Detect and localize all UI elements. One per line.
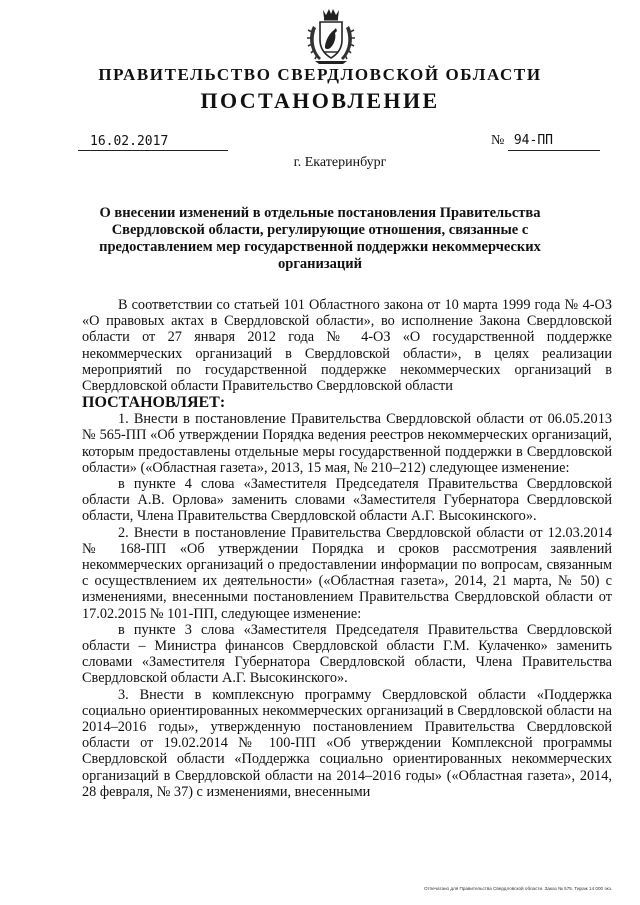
number-label: № (491, 133, 505, 148)
item-2-change-paragraph: в пункте 3 слова «Заместителя Председателя Правительства Свердловской области – Министра финансов Свердловской области Г.М. Кулаченко» заменить словами «Заместителя Губернатора Свердловской области, Члена Правительства Свердловской области А.Г. Высокинского». (82, 621, 612, 687)
print-footer: Отпечатано для Правительства Свердловской области. Заказ № 575. Тираж 14 000 экз. (424, 886, 613, 891)
government-heading: ПРАВИТЕЛЬСТВО СВЕРДЛОВСКОЙ ОБЛАСТИ (98, 65, 542, 84)
coat-of-arms-icon (305, 6, 357, 66)
item-3-paragraph: 3. Внести в комплексную программу Свердловской области «Поддержка социально ориентированных некоммерческих организаций в Свердловской области на 2014–2016 годы», утвержденную постановлением Правительства Свердловской области от 19.02.2014 № 100-ПП «Об утверждении Комплексной программы Свердловской области «Поддержка социально ориентированных некоммерческих организаций в Свердловской области на 2014–2016 годы» («Областная газета», 2014, 28 февраля, № 37) с изменениями, внесенными (82, 686, 612, 800)
item-1-paragraph: 1. Внести в постановление Правительства Свердловской области от 06.05.2013 № 565-ПП «Об утверждении Порядка ведения реестров некоммерческих организаций, которым предоставлены отдельные меры государственной поддержки в Свердловской области» («Областная газета», 2013, 15 мая, № 210–212) следующее изменение: (82, 411, 612, 476)
document-number (491, 132, 613, 151)
city-line: г. Екатеринбург (293, 155, 387, 170)
document-type-heading: ПОСТАНОВЛЕНИЕ (200, 88, 440, 113)
document-body (82, 297, 612, 800)
decree-keyword: ПОСТАНОВЛЯЕТ: (82, 394, 226, 412)
document-date: 16.02.2017 (78, 134, 228, 151)
item-1-change-paragraph: в пункте 4 слова «Заместителя Председателя Правительства Свердловской области А.В. Орлова» заменить словами «Заместителя Губернатора Свердловской области, Члена Правительства Свердловской области А.Г. Высокинского». (82, 476, 612, 525)
number-value: 94-ПП (508, 132, 600, 151)
document-title: О внесении изменений в отдельные постановления Правительства Свердловской области, регулирующие отношения, связанные с предоставлением мер государственной поддержки некоммерческих организаций (99, 205, 541, 272)
preamble-paragraph: В соответствии со статьей 101 Областного закона от 10 марта 1999 года № 4-ОЗ «О правовых актах в Свердловской области», во исполнение Закона Свердловской области от 27 января 2012 года № 4-ОЗ «О государственной поддержке некоммерческих организаций в Свердловской области», в целях реализации мероприятий по государственной поддержке некоммерческих организаций в Свердловской области Правительство Свердловской области (82, 297, 612, 395)
item-2-paragraph: 2. Внести в постановление Правительства Свердловской области от 12.03.2014 № 168-ПП «Об утверждении Порядка и сроков рассмотрения заявлений некоммерческих организаций о предоставлении информации по вопросам, связанным с осуществлением их деятельности» («Областная газета», 2014, 21 марта, № 50) с изменениями, внесенными постановлением Правительства Свердловской области от 17.02.2015 № 101-ПП, следующее изменение: (82, 524, 612, 622)
